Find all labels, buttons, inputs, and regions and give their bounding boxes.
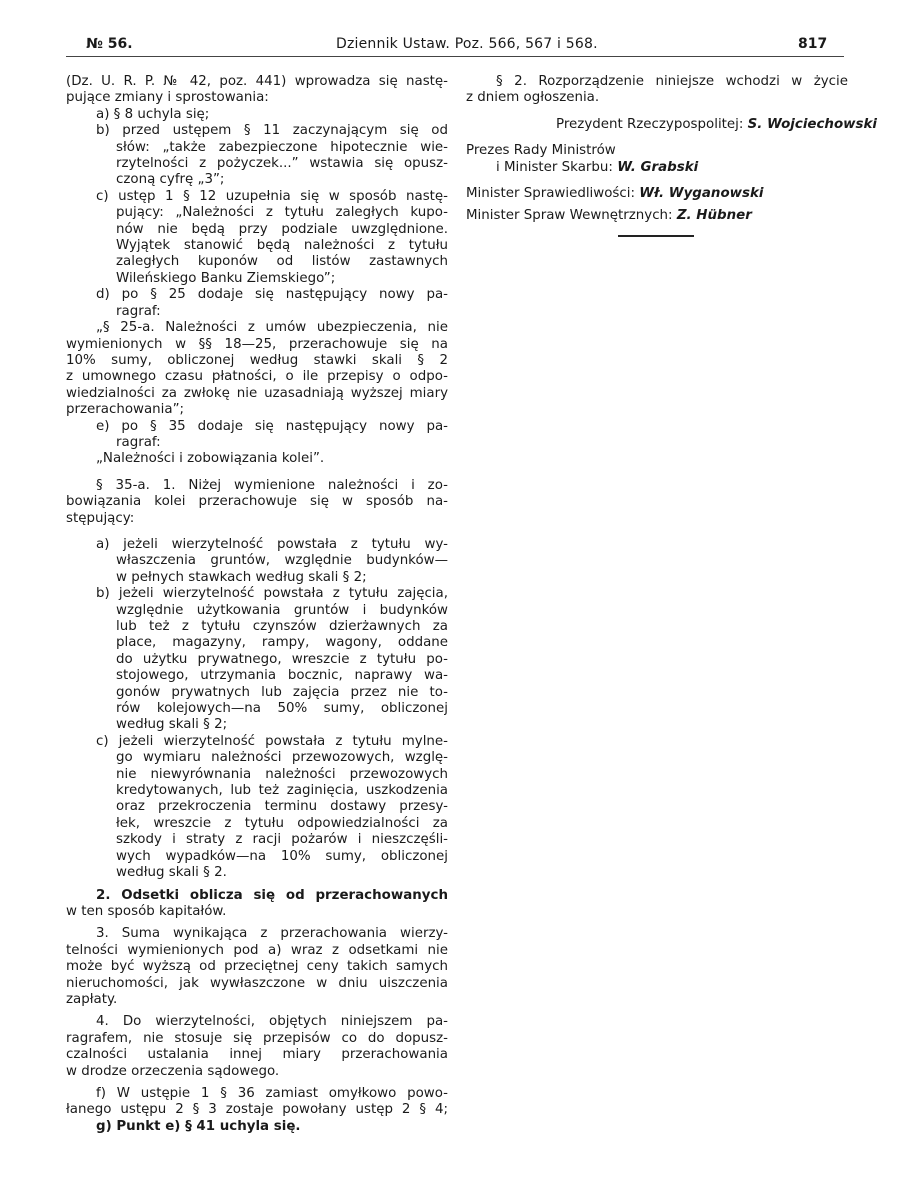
text-line: „§ 25-a. Należności z umów ubezpieczenia, nie [96,320,448,336]
journal-title: Dziennik Ustaw. Poz. 566, 567 i 568. [336,36,598,52]
text-line: łanego ustępu 2 § 3 zostaje powołany ustęp 2 § 4; [66,1102,448,1118]
text-line: § 2. Rozporządzenie niniejsze wchodzi w życie [496,74,848,89]
text-line: w ten sposób kapitałów. [66,903,227,919]
text-line: pujący: „Należności z tytułu zaległych kupo- [116,205,448,221]
text-line: gonów prywatnych lub zajęcia przez nie to- [116,684,448,700]
text-line: (Dz. U. R. P. № 42, poz. 441) wprowadza się nastę- [66,74,448,89]
text-line: rów kolejowych—na 50% sumy, obliczonej [116,701,448,717]
text-line: właszczenia gruntów, względnie budynków— [116,553,448,569]
text-line: f) W ustępie 1 § 36 zamiast omyłkowo powo- [96,1085,448,1101]
text-line: stojowego, utrzymania bocznic, naprawy wa- [116,668,448,684]
text-line: według skali § 2; [116,717,228,733]
text-line: nieruchomości, jak wywłaszczone w dniu uiszczenia [66,975,448,991]
signature-line [466,208,848,224]
text-line: zapłaty. [66,991,118,1007]
signature-line [466,116,877,133]
text-line: wych wypadków—na 10% sumy, obliczonej [116,848,448,864]
signature-line [466,186,848,202]
header-rule [66,56,844,57]
signature-name: Z. Hübner [676,208,752,224]
text-line: z umownego czasu płatności, o ile przepisy o odpo- [66,369,448,385]
text-line: w pełnych stawkach według skali § 2; [116,569,367,585]
list-item: c) ustęp 1 § 12 uzupełnia się w sposób nastę- [96,188,448,204]
text-line: nów nie będą przy podziale uwzględnione. [116,221,448,237]
text-line: ragrafem, nie stosuje się przepisów co do dopusz- [66,1030,448,1046]
list-item: a) jeżeli wierzytelność powstała z tytułu wy- [96,536,448,552]
signature-line [466,160,848,176]
right-column [466,74,877,237]
signature-role: i Minister Skarbu: [496,159,613,175]
signature-role: Minister Sprawiedliwości: [466,186,635,202]
text-line: 2. Odsetki oblicza się od przerachowanych [96,887,448,903]
text-line: 4. Do wierzytelności, objętych niniejszem pa- [96,1014,448,1030]
text-line: kredytowanych, lub też zaginięcia, uszkodzenia [116,783,448,799]
text-line: Wileńskiego Banku Ziemskiego”; [116,270,336,286]
text-line: telności wymienionych pod a) wraz z odsetkami nie [66,942,448,958]
text-line: Wyjątek stanowić będą należności z tytułu [116,238,448,254]
text-line: nie niewyrównania należności przewozowych [116,766,448,782]
text-line: wiedzialności za zwłokę nie uzasadniają wyższej miary [66,385,448,401]
text-line: rzytelności z pożyczek...” wstawia się opusz- [116,156,448,172]
list-item: b) przed ustępem § 11 zaczynającym się od [96,123,448,139]
text-line: czalności ustalania innej miary przerachowania [66,1047,448,1063]
text-line: wymienionych w §§ 18—25, przerachowuje się na [66,336,448,352]
text-line: czoną cyfrę „3”; [116,172,225,188]
left-column [66,74,448,1135]
text-line: ragraf: [116,303,161,319]
text-line: stępujący: [66,510,135,526]
text-line: pujące zmiany i sprostowania: [66,90,269,106]
issue-number: № 56. [86,36,133,52]
text-line: 10% sumy, obliczonej według stawki skali § 2 [66,352,448,368]
list-item: a) § 8 uchyla się; [96,106,210,122]
text-line: szkody i straty z racji pożarów i nieszczęśli- [116,832,448,848]
text-line: względnie użytkowania gruntów i budynków [116,602,448,618]
text-line: do użytku prywatnego, wreszcie z tytułu po- [116,651,448,667]
text-line: łek, wreszcie z tytułu odpowiedzialności za [116,815,448,831]
page-number: 817 [798,36,828,52]
signature-role: Prezydent Rzeczypospolitej: [556,116,744,132]
list-item: c) jeżeli wierzytelność powstała z tytułu mylne- [96,733,448,749]
signature-role: Minister Spraw Wewnętrznych: [466,208,673,224]
text-line: z dniem ogłoszenia. [466,90,600,106]
text-line: go wymiaru należności przewozowych, wzglę- [116,750,448,766]
list-item: b) jeżeli wierzytelność powstała z tytułu zajęcia, [96,586,448,602]
text-line: może być wyższą od przeciętnej ceny takich samych [66,959,448,975]
signature-name: Wł. Wyganowski [639,186,764,202]
text-line: § 35-a. 1. Niżej wymienione należności i zo- [96,477,448,493]
text-line: zaległych kuponów od listów zastawnych [116,254,448,270]
signature-name: S. Wojciechowski [747,116,877,132]
signature-name: W. Grabski [617,159,699,175]
text-line: bowiązania kolei przerachowuje się w sposób na- [66,494,448,510]
text-line: place, magazyny, rampy, wagony, oddane [116,635,448,651]
text-line: ragraf: [116,434,161,450]
text-line: słów: „także zabezpieczone hipotecznie wie- [116,139,448,155]
text-line: oraz przekroczenia terminu dostawy przesy- [116,799,448,815]
text-line: według skali § 2. [116,865,227,881]
list-item: e) po § 35 dodaje się następujący nowy pa- [96,418,448,434]
section-heading: „Należności i zobowiązania kolei”. [96,451,325,467]
signature-role: Prezes Rady Ministrów [466,143,616,159]
list-item: d) po § 25 dodaje się następujący nowy pa- [96,287,448,303]
end-rule [618,235,694,237]
text-line: przerachowania”; [66,402,185,418]
text-line: 3. Suma wynikająca z przerachowania wierzy- [96,926,448,942]
text-line: g) Punkt e) § 41 uchyla się. [96,1118,301,1134]
text-line: w drodze orzeczenia sądowego. [66,1063,280,1079]
text-line: lub też z tytułu czynszów dzierżawnych za [116,619,448,634]
